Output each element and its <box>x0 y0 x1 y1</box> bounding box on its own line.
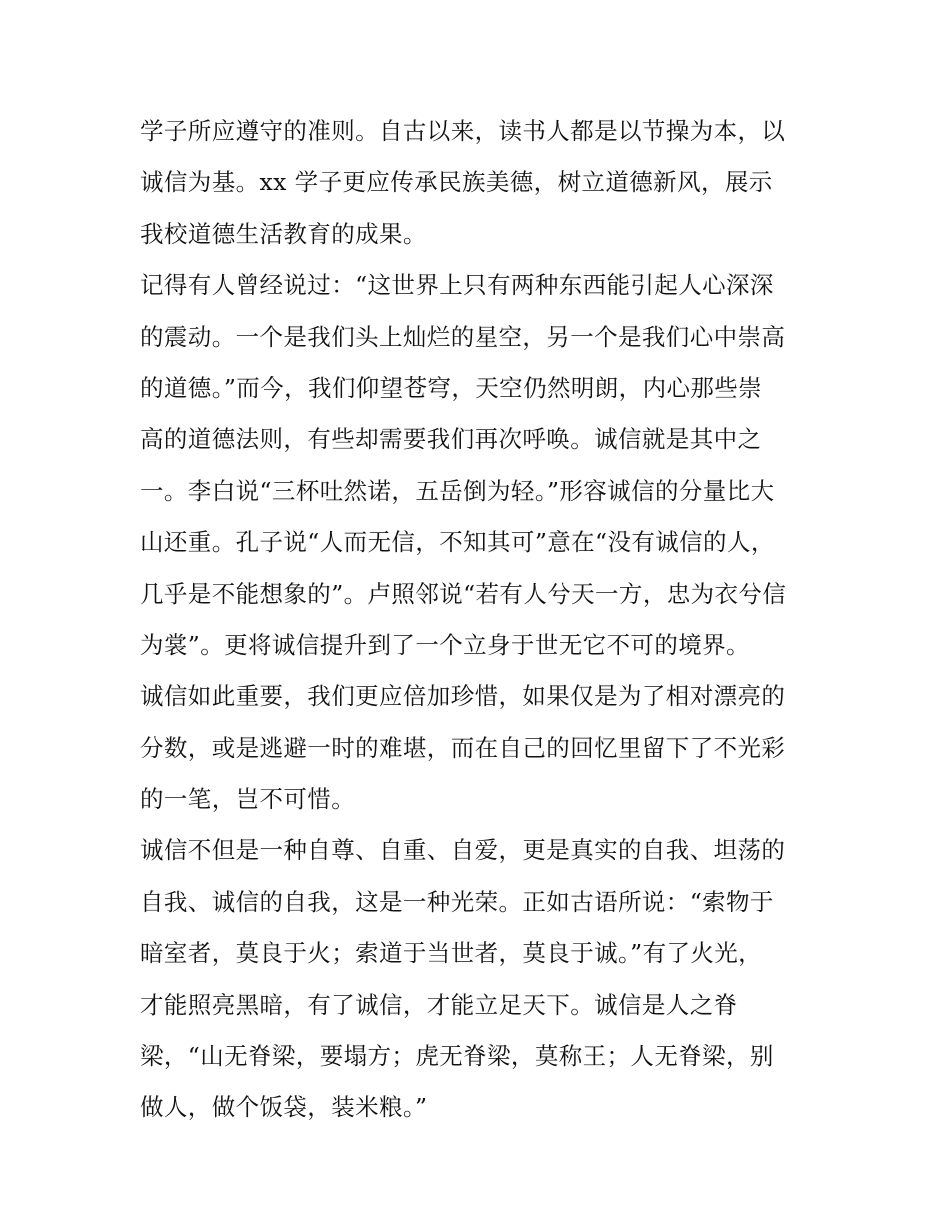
text-line: 分数，或是逃避一时的难堪，而在自己的回忆里留下了不光彩 <box>140 733 786 762</box>
document-body <box>140 106 830 1134</box>
text-line: 几乎是不能想象的”。卢照邻说“若有人兮天一方，忠为衣兮信 <box>140 579 787 608</box>
text-line: 暗室者，莫良于火；索道于当世者，莫良于诚。”有了火光， <box>140 939 763 968</box>
text-line: 梁，“山无脊梁，要塌方；虎无脊梁，莫称王；人无脊梁，别 <box>140 1042 774 1071</box>
text-line: 为裳”。更将诚信提升到了一个立身于世无它不可的境界。 <box>140 630 750 659</box>
text-line: 山还重。孔子说“人而无信，不知其可”意在“没有诚信的人， <box>140 528 775 557</box>
text-line: 才能照亮黑暗，有了诚信，才能立足天下。诚信是人之脊 <box>140 990 738 1019</box>
text-line: 诚信如此重要，我们更应倍加珍惜，如果仅是为了相对漂亮的 <box>140 682 786 711</box>
text-line: 的道德。”而今，我们仰望苍穹，天空仍然明朗，内心那些崇 <box>140 373 763 402</box>
text-line: 学子所应遵守的准则。自古以来，读书人都是以节操为本，以 <box>140 117 786 145</box>
text-line: 的震动。一个是我们头上灿烂的星空，另一个是我们心中崇高 <box>140 322 786 351</box>
text-line: 自我、诚信的自我，这是一种光荣。正如古语所说：“索物于 <box>140 887 774 916</box>
text-line: 做人，做个饭袋，装米粮。” <box>140 1093 428 1122</box>
text-line: 我校道德生活教育的成果。 <box>140 219 427 248</box>
text-line: 高的道德法则，有些却需要我们再次呼唤。诚信就是其中之 <box>140 425 762 454</box>
text-line: 诚信不但是一种自尊、自重、自爱，更是真实的自我、坦荡的 <box>140 836 786 865</box>
text-line: 诚信为基。xx 学子更应传承民族美德，树立道德新风，展示 <box>140 168 773 197</box>
text-line: 记得有人曾经说过：“这世界上只有两种东西能引起人心深深 <box>140 271 774 300</box>
text-line: 一。李白说“三杯吐然诺，五岳倒为轻。”形容诚信的分量比大 <box>140 476 775 505</box>
text-line: 的一笔，岂不可惜。 <box>140 785 356 814</box>
